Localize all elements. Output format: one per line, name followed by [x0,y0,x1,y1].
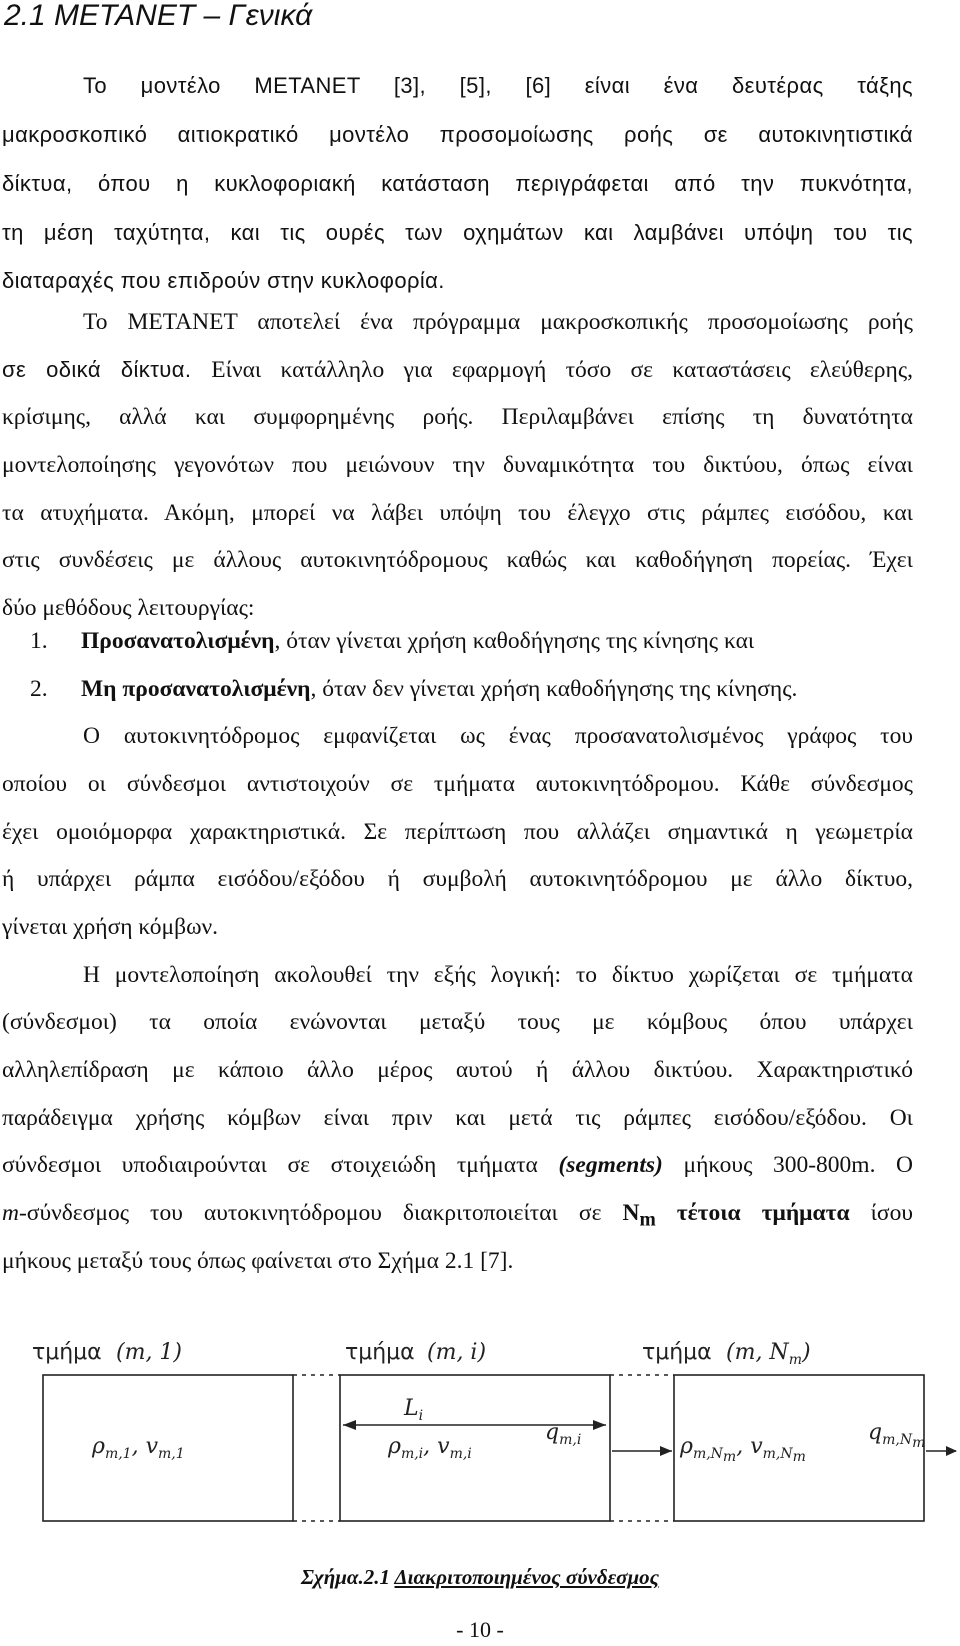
segment-label-i-index: (m, i) [427,1340,487,1365]
length-arrow-left-head [343,1420,356,1430]
n-subscript: m [639,1209,656,1231]
paragraph-4-line [2,1200,913,1240]
paragraph-4-line [2,1152,913,1192]
v-symbol: v [750,1434,763,1459]
q-symbol: q [545,1420,560,1445]
paragraph-4-line: Η μοντελοποίηση ακολουθεί την εξής λογική: το δίκτυο χωρίζεται σε τμήματα [83,962,913,988]
paragraph-3-line: οποίου οι σύνδεσμοι αντιστοιχούν σε τμήματα αυτοκινητόδρομου. Κάθε σύνδεσμος [2,771,913,797]
segment-label-n-word: τμήμα [642,1340,712,1365]
svg-text:Li [403,1396,423,1424]
paragraph-1-line: διαταραχές που επιδρούν στην κυκλοφορία. [2,268,445,293]
svg-text:ρm,Nm, vm,Nm: $\rho_{m,N}m$, $v_{m,N}m$ [680,1434,806,1465]
m-line-bold: τέτοια τμήματα [655,1200,850,1226]
m-symbol: m [2,1200,19,1226]
segments-line-pre: σύνδεσμοι υποδιαιρούνται σε στοιχειώδη τμήματα [2,1152,559,1178]
list-item [30,628,960,668]
svg-text:qm,i [545,1420,581,1448]
paragraph-2-serif-fragment: Είναι κατάλληλο για εφαρμογή τόσο σε καταστάσεις ελεύθερης, [211,357,913,383]
v-subscript: m,1 [158,1446,185,1462]
m-line-pre: -σύνδεσμος του αυτοκινητόδρομου διακριτοποιείται σε [18,1200,623,1226]
v-subscript: m,i [449,1446,472,1462]
v-symbol: v [145,1434,159,1459]
paragraph-2-line: δύο μεθόδους λειτουργίας: [2,595,255,621]
n-symbol: N [622,1200,640,1226]
segment-label-i-word: τμήμα [345,1340,415,1365]
paragraph-2-line: τα ατυχήματα. Ακόμη, μπορεί να λάβει υπόψη του έλεγχο στις ράμπες εισόδου, και [2,500,913,526]
segments-term: (segments) [558,1152,663,1178]
length-arrow-right-head [593,1420,606,1430]
svg-text:ρm,1, vm,1: $\rho_{m,1}$, $v_{m,1}$ [92,1434,185,1462]
paragraph-2-line: μοντελοποίησης γεγονότων που μειώνουν την δυναμικότητα του δικτύου, όπως είναι [2,452,913,478]
rho-symbol: ρ [388,1434,401,1459]
segment-box-i [340,1375,610,1521]
paragraph-1-line: μακροσκοπικό αιτιοκρατικό μοντέλο προσομοίωσης ροής σε αυτοκινητιστικά [2,122,913,147]
figure-caption-lead: Σχήμα.2.1 [300,1565,395,1589]
section-heading: 2.1 ΜETANET – Γενικά [4,0,313,32]
list-description: , όταν δεν γίνεται χρήση καθοδήγησης της κίνησης. [310,676,798,702]
segment-label-n-subscript: m [788,1352,802,1368]
q-subscript: m,i [559,1432,582,1448]
q-subscript: m,N [882,1432,913,1448]
paragraph-2-line [2,357,913,397]
paragraph-1-line: Το μοντέλο METANET [3], [5], [6] είναι ένα δευτέρας τάξης [83,73,913,98]
flow-arrow-n-head [946,1446,957,1456]
m-line-post: ίσου [849,1200,913,1226]
figure-caption [0,1565,960,1590]
rho-subsubscript: m [722,1449,737,1465]
list-term: Μη προσανατολισμένη [81,676,311,702]
paragraph-1-line: δίκτυα, όπου η κυκλοφοριακή κατάσταση περιγράφεται από την πυκνότητα, [2,171,913,196]
v-subscript: m,N [762,1446,793,1462]
page-number: - 10 - [456,1617,504,1642]
segment-label-1-word: τμήμα [32,1340,102,1365]
paragraph-2-line: Το METANET αποτελεί ένα πρόγραμμα μακροσκοπικής προσομοίωσης ροής [83,309,913,335]
paragraph-2-line: στις συνδέσεις με άλλους αυτοκινητόδρομους καθώς και καθοδήγηση πορείας. Έχει [2,547,913,573]
rho-symbol: ρ [680,1434,693,1459]
segment-diagram [0,1325,960,1525]
segment-label-n-close: ) [801,1340,811,1365]
paragraph-3-line: γίνεται χρήση κόμβων. [2,914,219,940]
flow-arrow-i-head [660,1446,672,1456]
paragraph-3-line: έχει ομοιόμορφα χαρακτηριστικά. Σε περίπτωση που αλλάζει σημαντικά η γεωμετρία [2,819,913,845]
rho-subscript: m,i [400,1446,424,1462]
figure-caption-title: Διακριτοποιημένος σύνδεσμος [394,1565,660,1589]
segment-label-1-index: (m, 1) [116,1340,183,1365]
length-symbol: L [404,1396,419,1421]
svg-text:ρm,i, vm,i: $\rho_{m,i}$, $v_{m,i}$ [388,1434,472,1462]
list-number: 1. [30,628,48,654]
v-symbol: v [437,1434,450,1459]
segment-diagram-svg [0,1325,960,1525]
paragraph-4-line: αλληλεπίδραση με κάποιο άλλο μέρος αυτού ή άλλου δικτύου. Χαρακτηριστικό [2,1057,913,1083]
segment-label-n-index: (m, N [726,1340,789,1365]
list-number: 2. [30,676,48,702]
rho-symbol: ρ [92,1434,105,1459]
paragraph-4-line: παράδειγμα χρήσης κόμβων είναι πριν και μετά τις ράμπες εισόδου/εξόδου. Οι [2,1105,913,1131]
list-term: Προσανατολισμένη [81,628,275,654]
paragraph-1-line: τη μέση ταχύτητα, και τις ουρές των οχημάτων και λαμβάνει υπόψη του τις [2,220,913,245]
paragraph-4-line: (σύνδεσμοι) τα οποία ενώνονται μεταξύ τους με κόμβους όπου υπάρχει [2,1009,913,1035]
svg-text:(m, Nm) [726,1340,811,1368]
rho-subscript: m,N [692,1446,723,1462]
paragraph-2-sans-fragment: σε οδικά δίκτυα. [2,357,212,382]
paragraph-2-line: κρίσιμης, αλλά και συμφορημένης ροής. Περιλαμβάνει επίσης τη δυνατότητα [2,404,913,430]
paragraph-3-line: Ο αυτοκινητόδρομος εμφανίζεται ως ένας προσανατολισμένος γράφος του [83,723,913,749]
segments-line-post: μήκους 300-800m. Ο [662,1152,913,1178]
rho-subscript: m,1 [104,1446,132,1462]
paragraph-3-line: ή υπάρχει ράμπα εισόδου/εξόδου ή συμβολή αυτοκινητόδρομου με άλλο δίκτυο, [2,866,913,892]
list-item [30,676,960,716]
v-subsubscript: m [792,1449,806,1465]
q-symbol: q [868,1420,883,1445]
length-subscript: i [418,1408,424,1424]
svg-text:qm,Nm [868,1420,925,1451]
list-description: , όταν γίνεται χρήση καθοδήγησης της κίνησης και [274,628,755,654]
q-subsubscript: m [912,1435,926,1451]
paragraph-4-line: μήκους μεταξύ τους όπως φαίνεται στο Σχήμα 2.1 [7]. [2,1248,514,1274]
